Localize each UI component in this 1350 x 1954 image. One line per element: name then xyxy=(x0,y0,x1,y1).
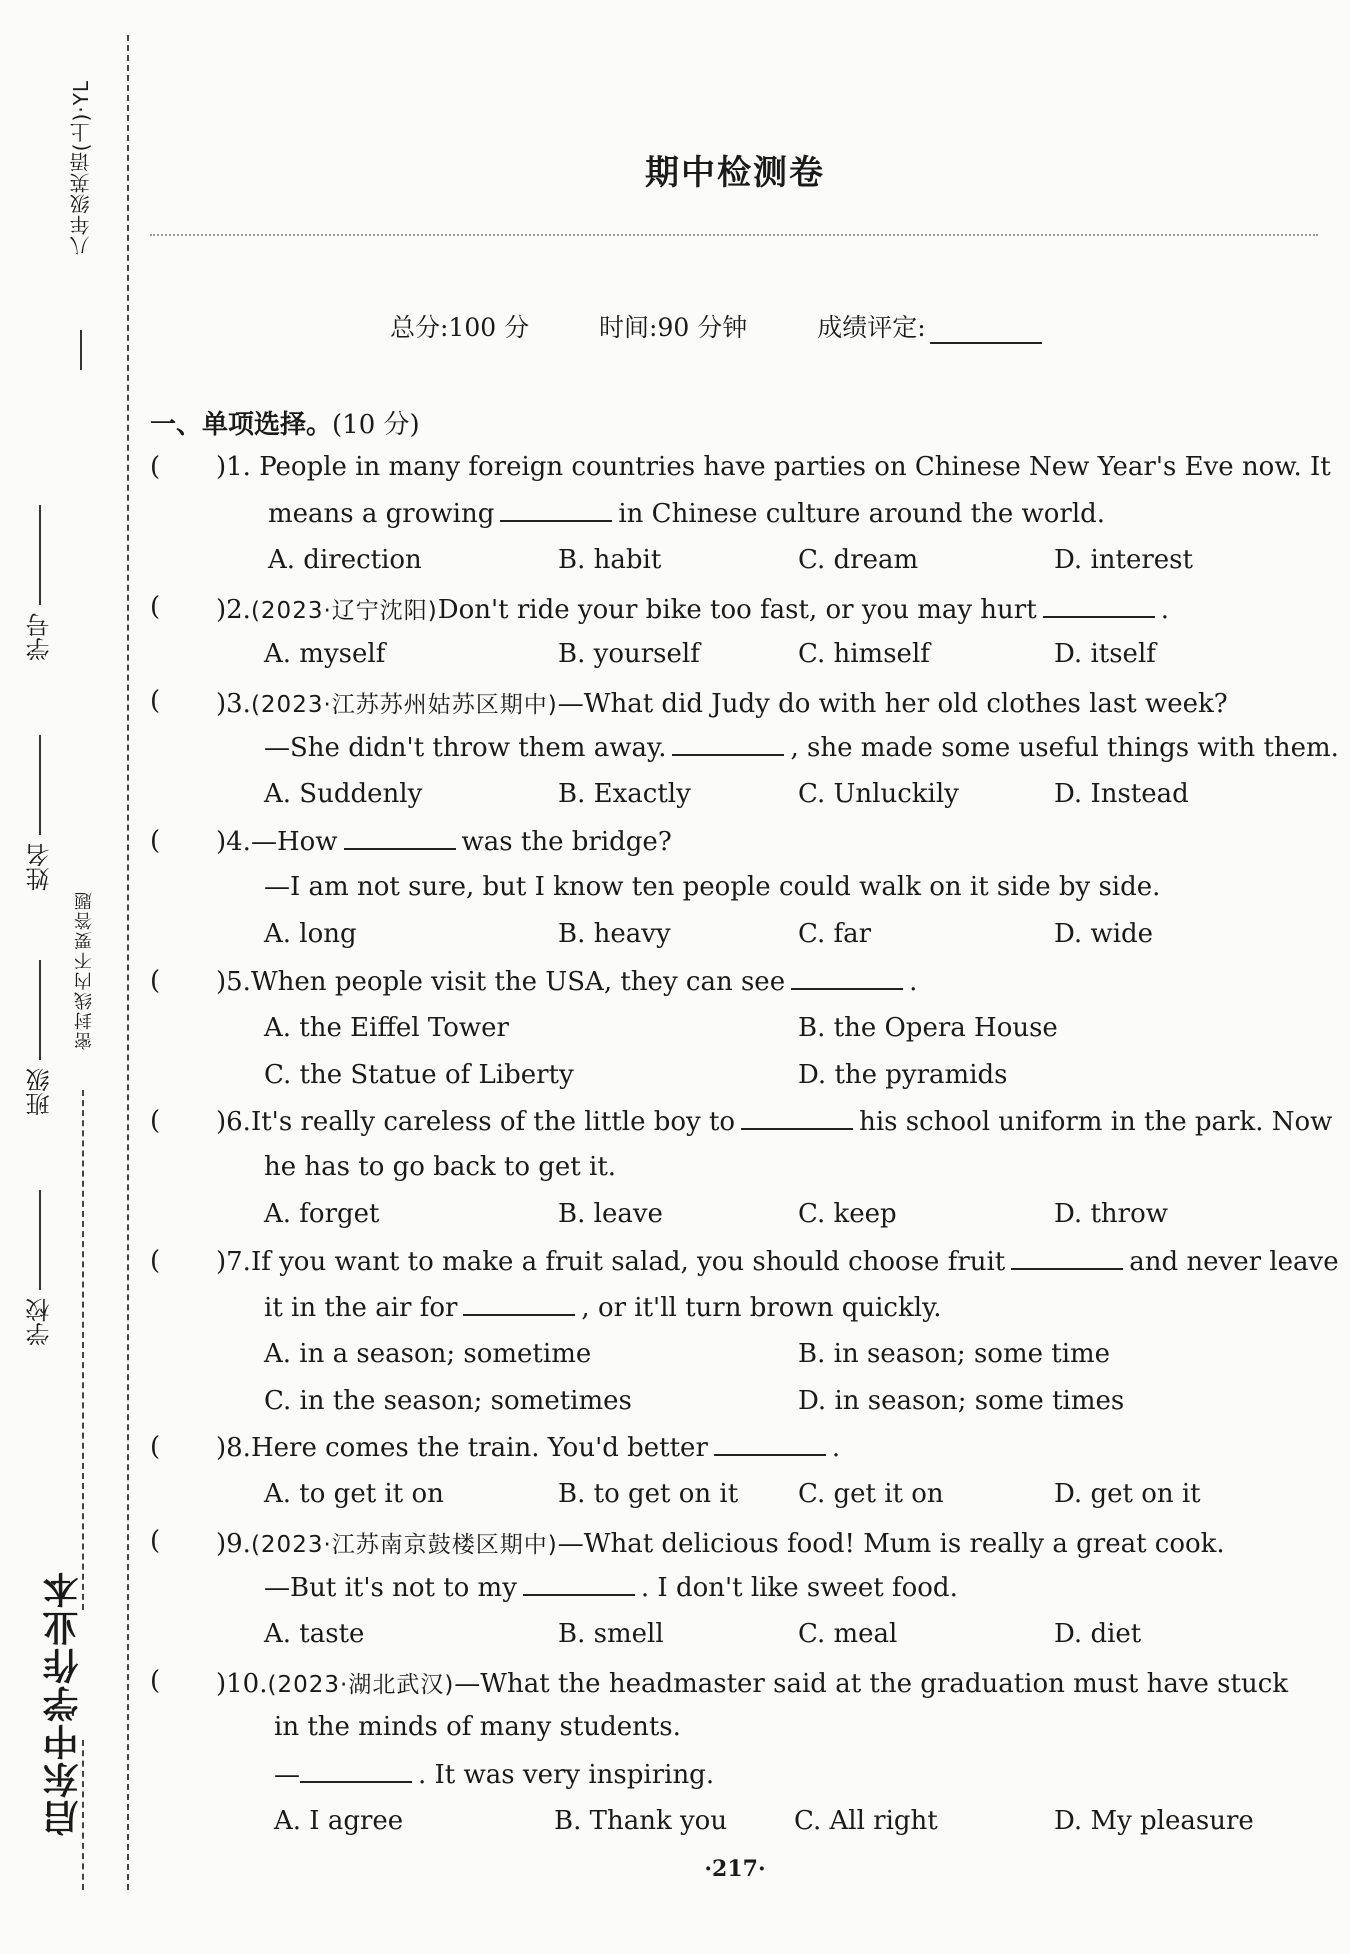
brand-label: 启东中学作业本 xyxy=(43,1570,84,1836)
answer-bracket[interactable]: ( xyxy=(150,1432,161,1462)
option-a[interactable]: A. in a season; sometime xyxy=(264,1339,592,1369)
question-text: —What did Judy do with her old clothes last week? xyxy=(557,689,1228,719)
answer-bracket[interactable]: ( xyxy=(150,966,161,996)
page-title: 期中检测卷 xyxy=(645,153,825,193)
question-number: )8. xyxy=(216,1433,251,1463)
option-d[interactable]: D. interest xyxy=(1054,545,1193,575)
seal-dashed-line xyxy=(82,1090,84,1610)
option-c[interactable]: C. meal xyxy=(798,1619,898,1649)
option-d[interactable]: D. the pyramids xyxy=(798,1060,1008,1090)
school-field[interactable] xyxy=(22,1190,57,1346)
question-number: )4. xyxy=(216,827,251,857)
question-number: )9. xyxy=(216,1529,251,1559)
question-text: he has to go back to get it. xyxy=(264,1152,617,1182)
option-a[interactable]: A. long xyxy=(264,919,357,949)
grade-blank[interactable] xyxy=(930,322,1042,344)
class-blank[interactable] xyxy=(39,960,41,1060)
option-d[interactable]: D. wide xyxy=(1054,919,1154,949)
answer-blank[interactable] xyxy=(791,966,903,990)
option-c[interactable]: C. himself xyxy=(798,639,930,669)
option-b[interactable]: B. smell xyxy=(558,1619,664,1649)
option-a[interactable]: A. taste xyxy=(264,1619,365,1649)
question-text: . xyxy=(909,967,918,997)
option-d[interactable]: D. throw xyxy=(1054,1199,1168,1229)
answer-blank[interactable] xyxy=(714,1432,826,1456)
question-text: People in many foreign countries have parties on Chinese New Year's Eve now. It xyxy=(259,452,1331,482)
title-divider xyxy=(150,234,1318,236)
school-label: 学校 xyxy=(26,1298,54,1346)
question-number: )10. xyxy=(216,1669,268,1699)
option-b[interactable]: B. heavy xyxy=(558,919,671,949)
question-text: means a growing xyxy=(268,499,495,529)
section-heading xyxy=(150,404,420,441)
question-text: . xyxy=(831,1433,841,1463)
answer-bracket[interactable]: ( xyxy=(150,686,161,716)
option-b[interactable]: B. Exactly xyxy=(558,779,691,809)
option-c[interactable]: C. in the season; sometimes xyxy=(264,1386,632,1416)
question-text: — xyxy=(274,1760,300,1790)
question-number: )3. xyxy=(216,689,251,719)
question-text: , or it'll turn brown quickly. xyxy=(581,1293,942,1323)
question-number: )7. xyxy=(216,1247,251,1277)
series-label: 八年级英语(上)·YL xyxy=(69,80,93,257)
answer-blank[interactable] xyxy=(463,1292,575,1316)
question-text: . It was very inspiring. xyxy=(418,1760,715,1790)
option-d[interactable]: D. get on it xyxy=(1054,1479,1201,1509)
exam-meta xyxy=(390,308,1042,344)
section-points: (10 分) xyxy=(332,410,420,440)
answer-blank[interactable] xyxy=(1011,1246,1123,1270)
question-text: . xyxy=(1160,595,1169,625)
total-score: 总分:100 分 xyxy=(390,313,530,342)
option-b[interactable]: B. in season; some time xyxy=(798,1339,1111,1369)
grade-label: 成绩评定: xyxy=(817,313,926,342)
class-label: 班级 xyxy=(26,1068,54,1116)
question-text: —What delicious food! Mum is really a great cook. xyxy=(557,1529,1225,1559)
question-source: (2023·江苏南京鼓楼区期中) xyxy=(250,1532,558,1558)
answer-bracket[interactable]: ( xyxy=(150,1246,161,1276)
option-c[interactable]: C. dream xyxy=(798,545,919,575)
answer-bracket[interactable]: ( xyxy=(150,1526,161,1556)
option-a[interactable]: A. Suddenly xyxy=(264,779,423,809)
exam-time: 时间:90 分钟 xyxy=(599,313,748,342)
option-a[interactable]: A. I agree xyxy=(274,1806,404,1836)
answer-bracket[interactable]: ( xyxy=(150,452,161,482)
option-c[interactable]: C. All right xyxy=(794,1806,938,1836)
margin-rule xyxy=(80,330,82,370)
option-a[interactable]: A. direction xyxy=(268,545,422,575)
question-number: )6. xyxy=(216,1107,251,1137)
option-b[interactable]: B. habit xyxy=(558,545,662,575)
question-text: , she made some useful things with them. xyxy=(790,733,1339,763)
question-source: (2023·湖北武汉) xyxy=(267,1672,455,1698)
option-b[interactable]: B. to get on it xyxy=(558,1479,739,1509)
option-d[interactable]: D. diet xyxy=(1054,1619,1142,1649)
option-a[interactable]: A. myself xyxy=(264,639,386,669)
answer-blank[interactable] xyxy=(741,1106,853,1130)
option-c[interactable]: C. the Statue of Liberty xyxy=(264,1060,574,1090)
answer-blank[interactable] xyxy=(1043,594,1155,618)
answer-bracket[interactable]: ( xyxy=(150,592,161,622)
question-text: his school uniform in the park. Now xyxy=(859,1107,1333,1137)
student-id-blank[interactable] xyxy=(39,505,41,605)
option-c[interactable]: C. keep xyxy=(798,1199,897,1229)
question-number: )2. xyxy=(216,595,251,625)
name-blank[interactable] xyxy=(39,735,41,835)
class-field[interactable] xyxy=(22,960,57,1116)
page-number: ·217· xyxy=(704,1856,766,1882)
question-text: —What the headmaster said at the graduation must have stuck xyxy=(454,1669,1289,1699)
question-text: Don't ride your bike too fast, or you may hurt xyxy=(437,595,1037,625)
answer-blank[interactable] xyxy=(500,498,612,522)
name-label: 姓名 xyxy=(26,843,54,891)
school-blank[interactable] xyxy=(39,1190,41,1290)
option-c[interactable]: C. Unluckily xyxy=(798,779,959,809)
question-number: )5. xyxy=(216,967,251,997)
question-text: . I don't like sweet food. xyxy=(640,1573,958,1603)
option-a[interactable]: A. to get it on xyxy=(264,1479,444,1509)
binding-margin xyxy=(0,0,140,1954)
option-d[interactable]: D. My pleasure xyxy=(1054,1806,1254,1836)
question-text: —She didn't throw them away. xyxy=(264,733,667,763)
option-a[interactable]: A. forget xyxy=(264,1199,380,1229)
option-b[interactable]: B. leave xyxy=(558,1199,663,1229)
question-source: (2023·江苏苏州姑苏区期中) xyxy=(250,692,558,718)
question-text: —I am not sure, but I know ten people could walk on it side by side. xyxy=(264,872,1161,902)
answer-bracket[interactable]: ( xyxy=(150,1666,161,1696)
option-d[interactable]: D. in season; some times xyxy=(798,1386,1125,1416)
question-text: When people visit the USA, they can see xyxy=(250,967,786,997)
option-d[interactable]: D. itself xyxy=(1054,639,1156,669)
question-text: It's really careless of the little boy to xyxy=(250,1107,736,1137)
binding-dashed-line xyxy=(127,35,129,1890)
answer-blank[interactable] xyxy=(300,1759,412,1783)
question-text: —But it's not to my xyxy=(264,1573,517,1603)
seal-line-note: 密封线内不要答题 xyxy=(74,890,95,1050)
question-text: it in the air for xyxy=(264,1293,458,1323)
option-a[interactable]: A. the Eiffel Tower xyxy=(264,1013,509,1043)
option-b[interactable]: B. the Opera House xyxy=(798,1013,1058,1043)
option-b[interactable]: B. Thank you xyxy=(554,1806,728,1836)
option-c[interactable]: C. get it on xyxy=(798,1479,944,1509)
question-text: in the minds of many students. xyxy=(274,1712,681,1742)
answer-blank[interactable] xyxy=(523,1572,635,1596)
option-b[interactable]: B. yourself xyxy=(558,639,700,669)
student-id-label: 学号 xyxy=(26,613,54,661)
answer-blank[interactable] xyxy=(344,826,456,850)
section-title: 一、单项选择。 xyxy=(150,410,333,440)
question-text: in Chinese culture around the world. xyxy=(618,499,1106,529)
option-c[interactable]: C. far xyxy=(798,919,872,949)
answer-bracket[interactable]: ( xyxy=(150,1106,161,1136)
answer-bracket[interactable]: ( xyxy=(150,826,161,856)
question-number: )1. xyxy=(216,452,251,482)
question-text: If you want to make a fruit salad, you should choose fruit xyxy=(250,1247,1006,1277)
question-source: (2023·辽宁沈阳) xyxy=(250,598,438,624)
question-text: —How xyxy=(250,827,338,857)
question-text: was the bridge? xyxy=(461,827,672,857)
question-text: Here comes the train. You'd better xyxy=(250,1433,708,1463)
question-text: and never leave xyxy=(1129,1247,1339,1277)
option-d[interactable]: D. Instead xyxy=(1054,779,1189,809)
answer-blank[interactable] xyxy=(672,732,784,756)
name-field[interactable] xyxy=(22,735,57,891)
student-id-field[interactable] xyxy=(22,505,57,661)
